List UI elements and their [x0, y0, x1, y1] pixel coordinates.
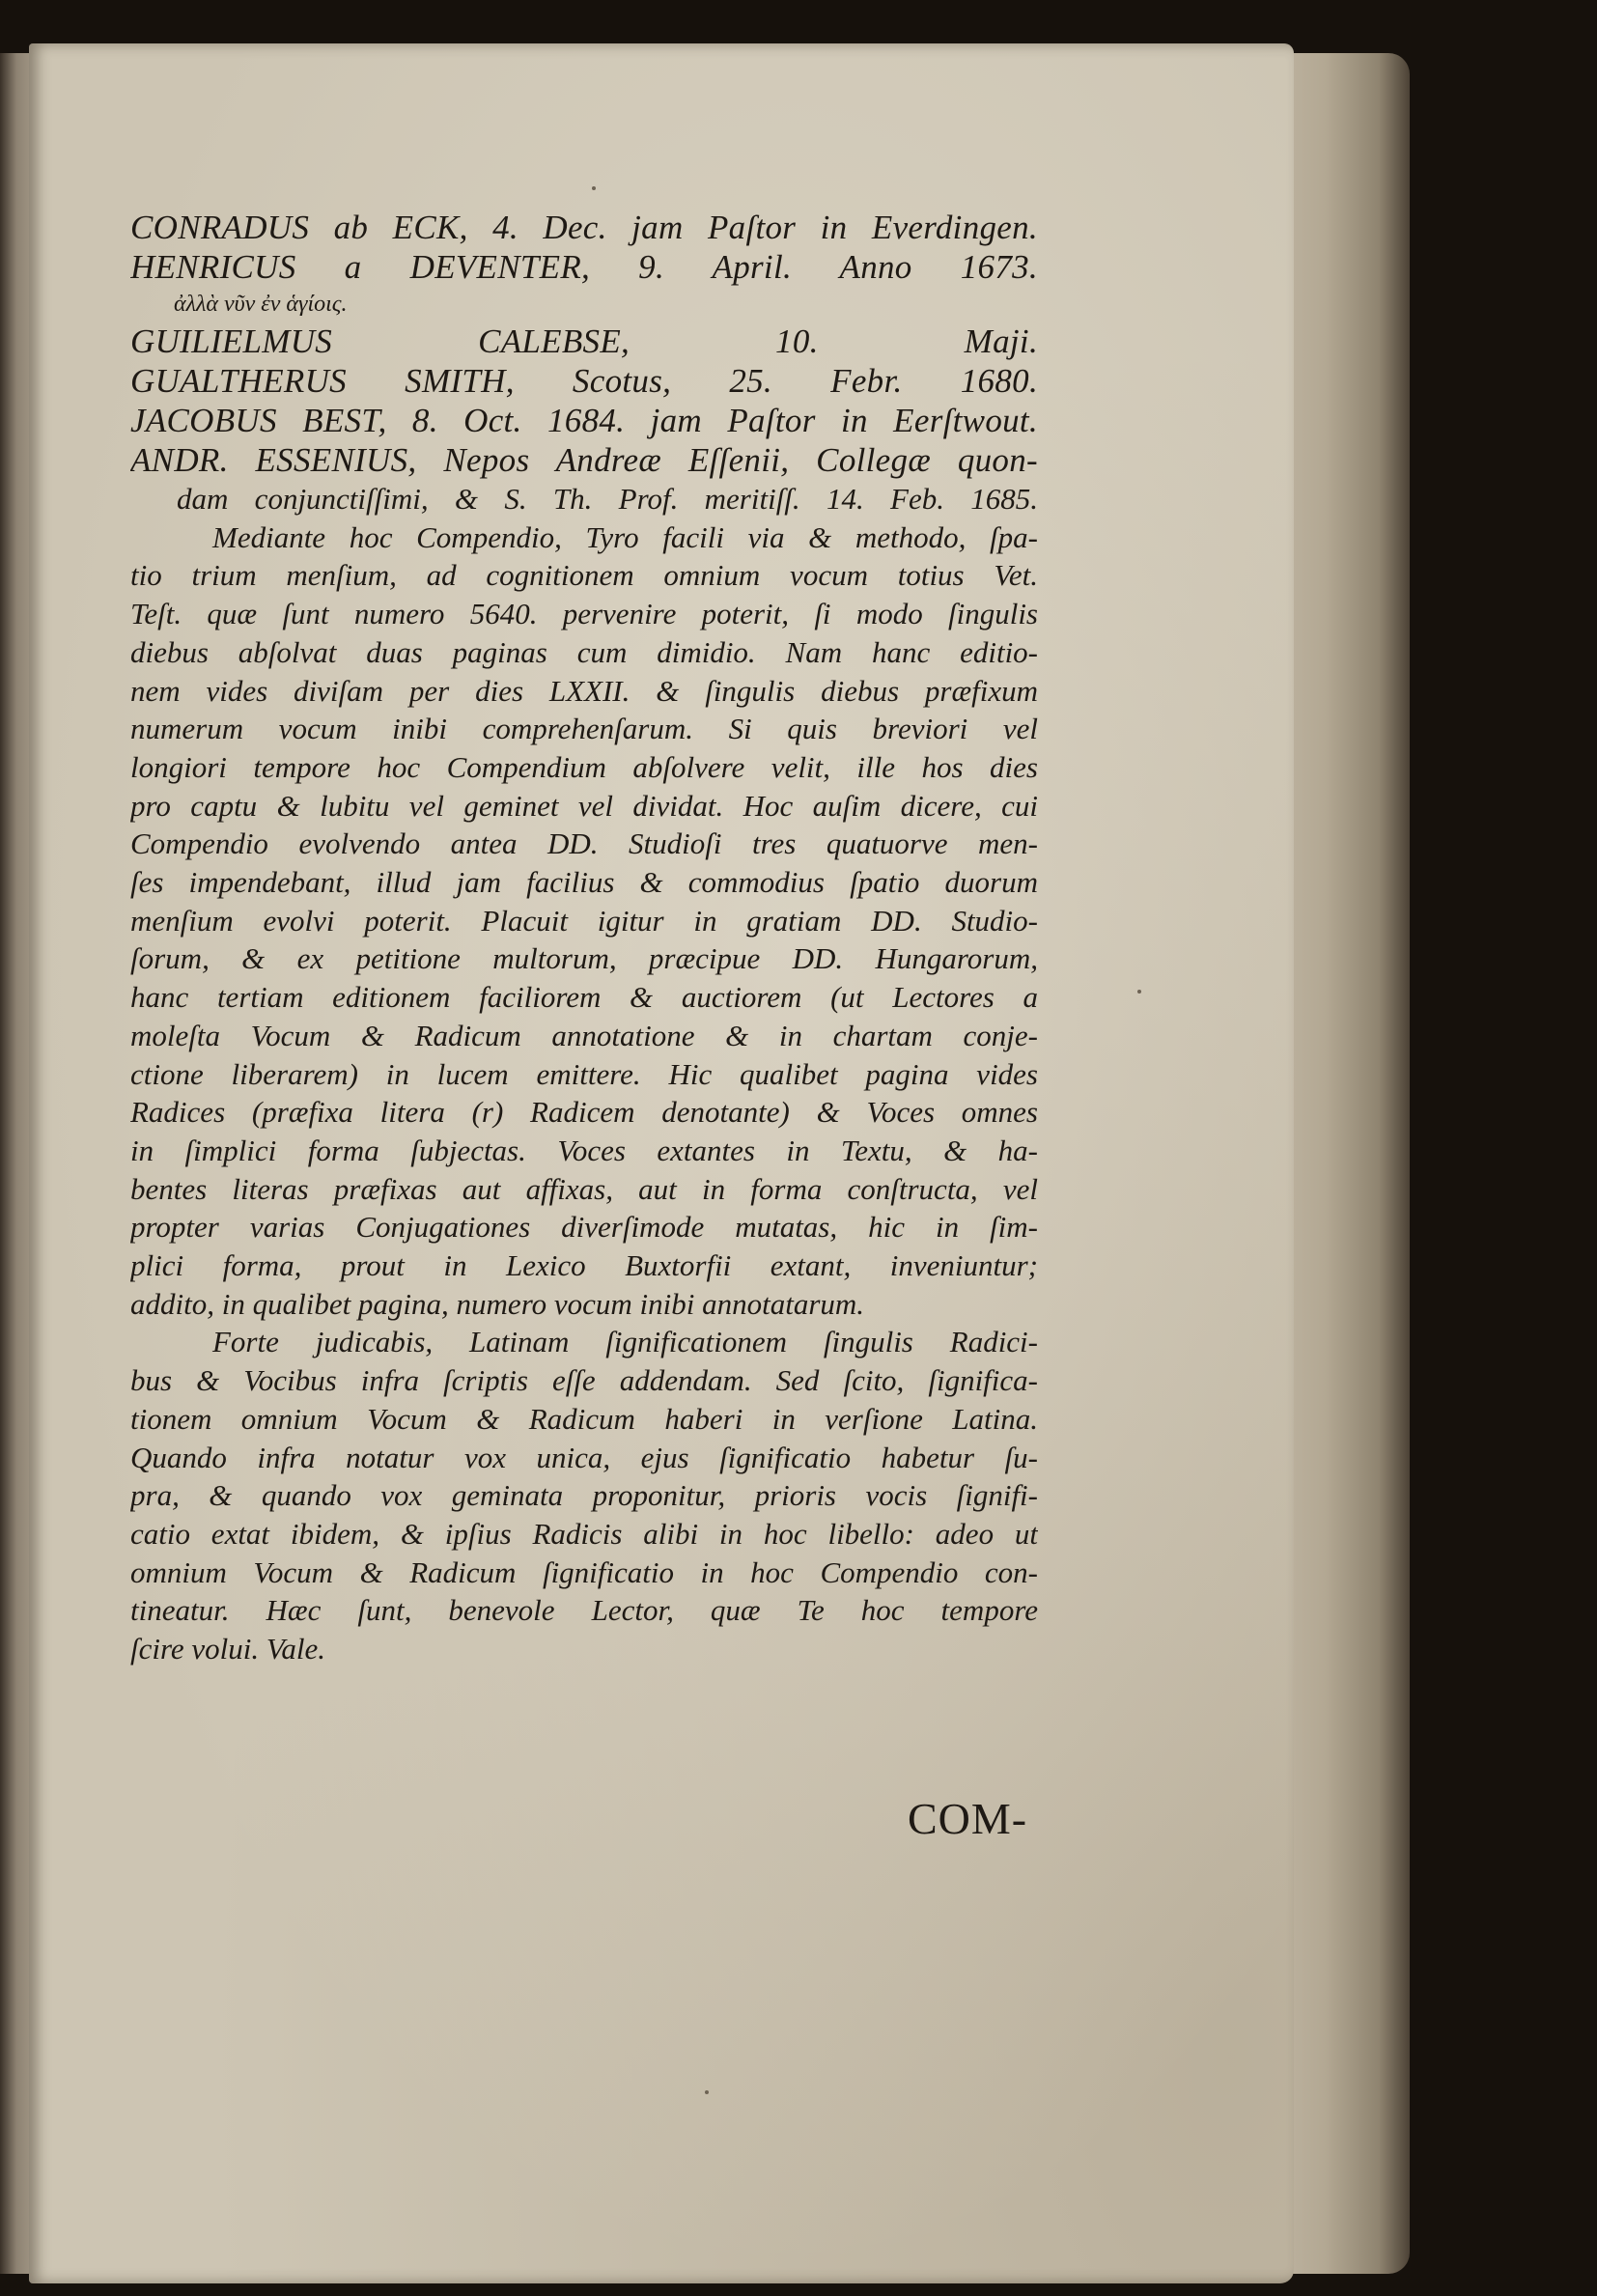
- text-line: ἀλλὰ νῦν ἐν ἁγίοις.: [174, 292, 348, 317]
- text-line: GUALTHERUS SMITH, Scotus, 25. Febr. 1680.: [130, 362, 1038, 400]
- text-line: Forte judicabis, Latinam ſignificationem ſingulis Radici-: [212, 1325, 1038, 1359]
- text-line: omnium Vocum & Radicum ſignificatio in hoc Compendio con-: [130, 1554, 1038, 1589]
- text-line: tineatur. Hæc ſunt, benevole Lector, quæ Te hoc tempore: [130, 1593, 1038, 1628]
- text-line: ſes impendebant, illud jam facilius & commodius ſpatio duorum: [130, 865, 1038, 900]
- text-line: propter varias Conjugationes diverſimode mutatas, hic in ſim-: [130, 1210, 1038, 1245]
- text-line: ſorum, & ex petitione multorum, præcipue DD. Hungarorum,: [130, 941, 1038, 976]
- text-line: dam conjunctiſſimi, & S. Th. Prof. meritiſſ. 14. Feb. 1685.: [177, 482, 1038, 516]
- text-line: menſium evolvi poterit. Placuit igitur in gratiam DD. Studio-: [130, 903, 1038, 938]
- catchword: COM-: [908, 1794, 1028, 1843]
- text-line: hanc tertiam editionem faciliorem & auctiorem (ut Lectores a: [130, 980, 1038, 1015]
- text-line: catio extat ibidem, & ipſius Radicis alibi in hoc libello: adeo ut: [130, 1516, 1038, 1551]
- text-line: GUILIELMUS CALEBSE, 10. Maji.: [130, 322, 1038, 360]
- text-line: addito, in qualibet pagina, numero vocum inibi annotatarum.: [130, 1286, 865, 1321]
- text-line: JACOBUS BEST, 8. Oct. 1684. jam Paſtor in Eerſtwout.: [130, 402, 1038, 439]
- paper-speck: [705, 2090, 709, 2094]
- text-line: nem vides diviſam per dies LXXII. & ſingulis diebus præfixum: [130, 673, 1038, 708]
- text-line: Teſt. quæ ſunt numero 5640. pervenire poterit, ſi modo ſingulis: [130, 597, 1038, 631]
- text-line: in ſimplici forma ſubjectas. Voces extantes in Textu, & ha-: [130, 1133, 1038, 1167]
- text-line: tio trium menſium, ad cognitionem omnium vocum totius Vet.: [130, 558, 1038, 593]
- text-line: tionem omnium Vocum & Radicum haberi in verſione Latina.: [130, 1401, 1038, 1436]
- text-line: longiori tempore hoc Compendium abſolvere velit, ille hos dies: [130, 749, 1038, 784]
- text-line: Compendio evolvendo antea DD. Studioſi tres quatuorve men-: [130, 826, 1038, 861]
- text-line: pra, & quando vox geminata proponitur, prioris vocis ſignifi-: [130, 1478, 1038, 1513]
- text-line: bus & Vocibus infra ſcriptis eſſe addendam. Sed ſcito, ſignifica-: [130, 1363, 1038, 1398]
- page-text-block: [130, 208, 1038, 1668]
- text-line: pro captu & lubitu vel geminet vel dividat. Hoc auſim dicere, cui: [130, 788, 1038, 823]
- text-line: numerum vocum inibi comprehenſarum. Si quis breviori vel: [130, 712, 1038, 746]
- text-line: ANDR. ESSENIUS, Nepos Andreæ Eſſenii, Collegæ quon-: [130, 441, 1038, 479]
- paper-speck: [592, 186, 596, 190]
- text-line: Radices (præfixa litera (r) Radicem denotante) & Voces omnes: [130, 1095, 1038, 1130]
- paper-speck: [1137, 990, 1141, 994]
- text-line: bentes literas præfixas aut affixas, aut in forma conſtructa, vel: [130, 1171, 1038, 1206]
- text-line: diebus abſolvat duas paginas cum dimidio. Nam hanc editio-: [130, 634, 1038, 669]
- text-line: Quando infra notatur vox unica, ejus ſignificatio habetur ſu-: [130, 1440, 1038, 1474]
- text-line: plici forma, prout in Lexico Buxtorfii extant, inveniuntur;: [130, 1248, 1038, 1283]
- text-line: ctione liberarem) in lucem emittere. Hic qualibet pagina vides: [130, 1056, 1038, 1091]
- text-line: ſcire volui. Vale.: [130, 1632, 326, 1666]
- text-line: HENRICUS a DEVENTER, 9. April. Anno 1673.: [130, 248, 1038, 286]
- text-line: moleſta Vocum & Radicum annotatione & in chartam conje-: [130, 1018, 1038, 1052]
- text-line: Mediante hoc Compendio, Tyro facili via & methodo, ſpa-: [212, 519, 1038, 554]
- text-line: CONRADUS ab ECK, 4. Dec. jam Paſtor in Everdingen.: [130, 209, 1038, 246]
